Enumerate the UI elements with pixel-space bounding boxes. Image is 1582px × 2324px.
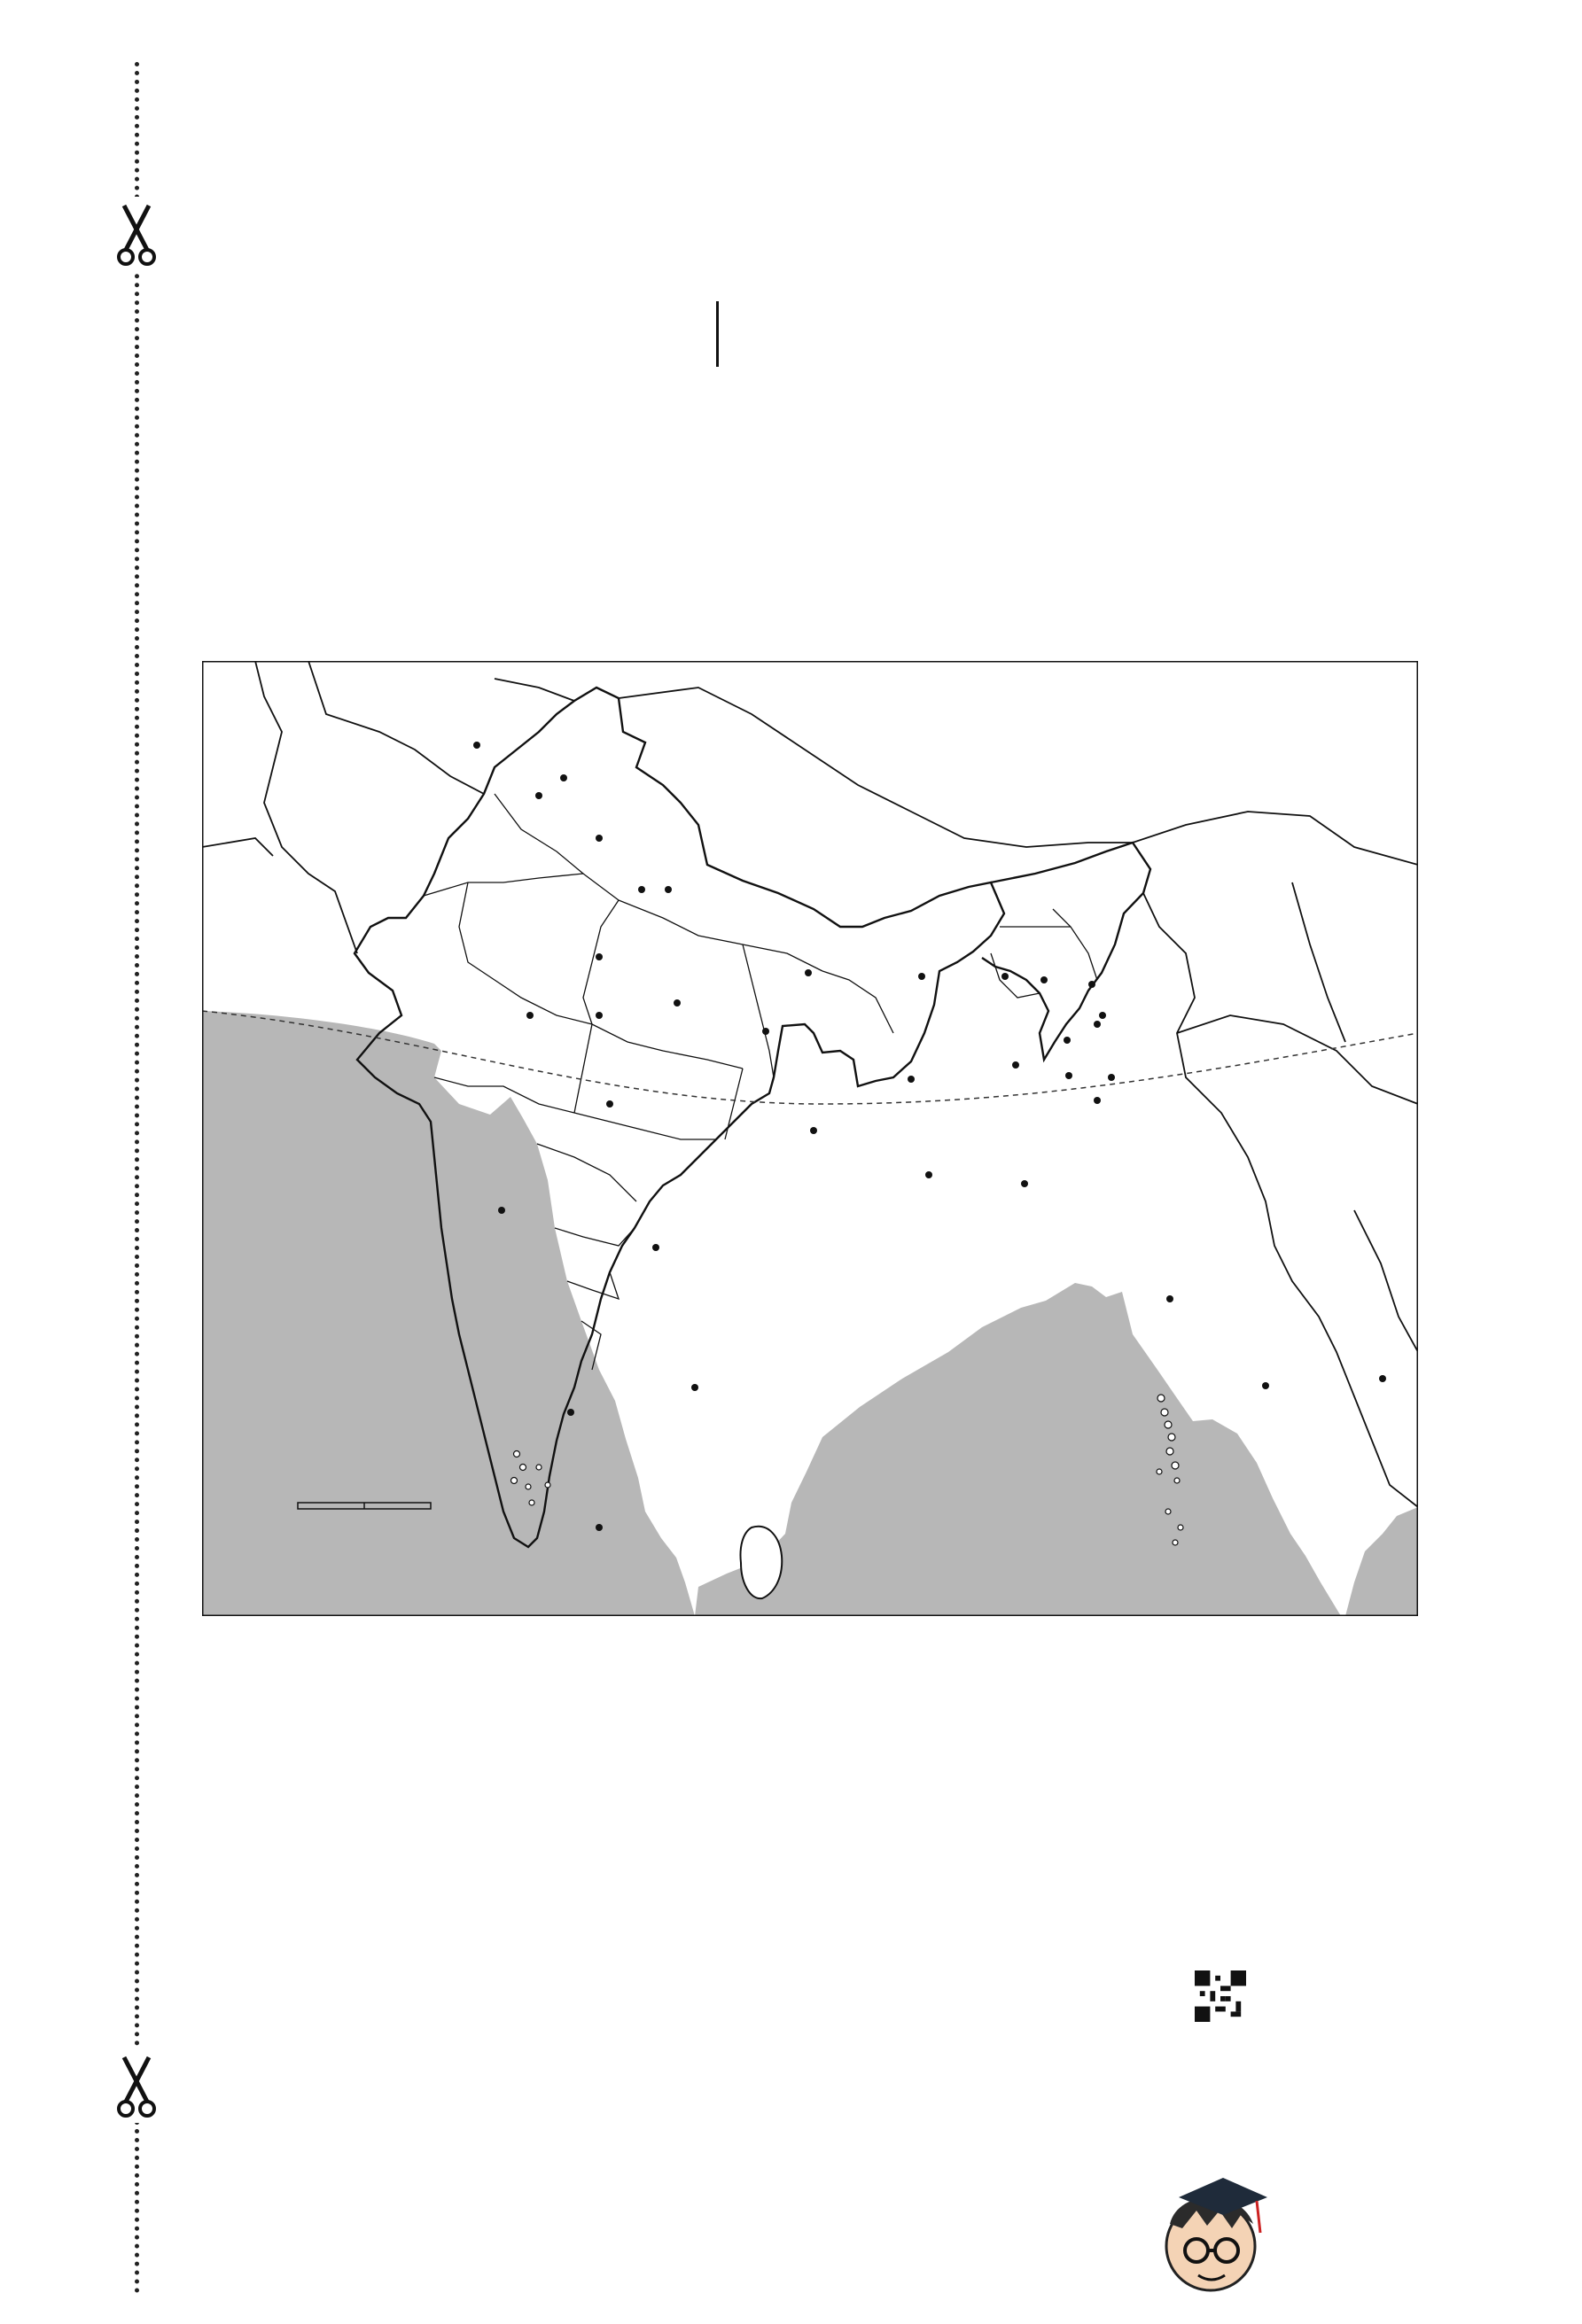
cut-line [135,62,139,2295]
collegedunia-logo [1161,2162,1560,2312]
sri-lanka [741,1527,783,1598]
india-outline-map [202,661,1418,1616]
scissors-icon [115,197,158,271]
scissors-icon [115,2048,158,2123]
qr-code-icon [1195,1970,1246,2022]
roll-number-boxes[interactable] [716,301,719,367]
